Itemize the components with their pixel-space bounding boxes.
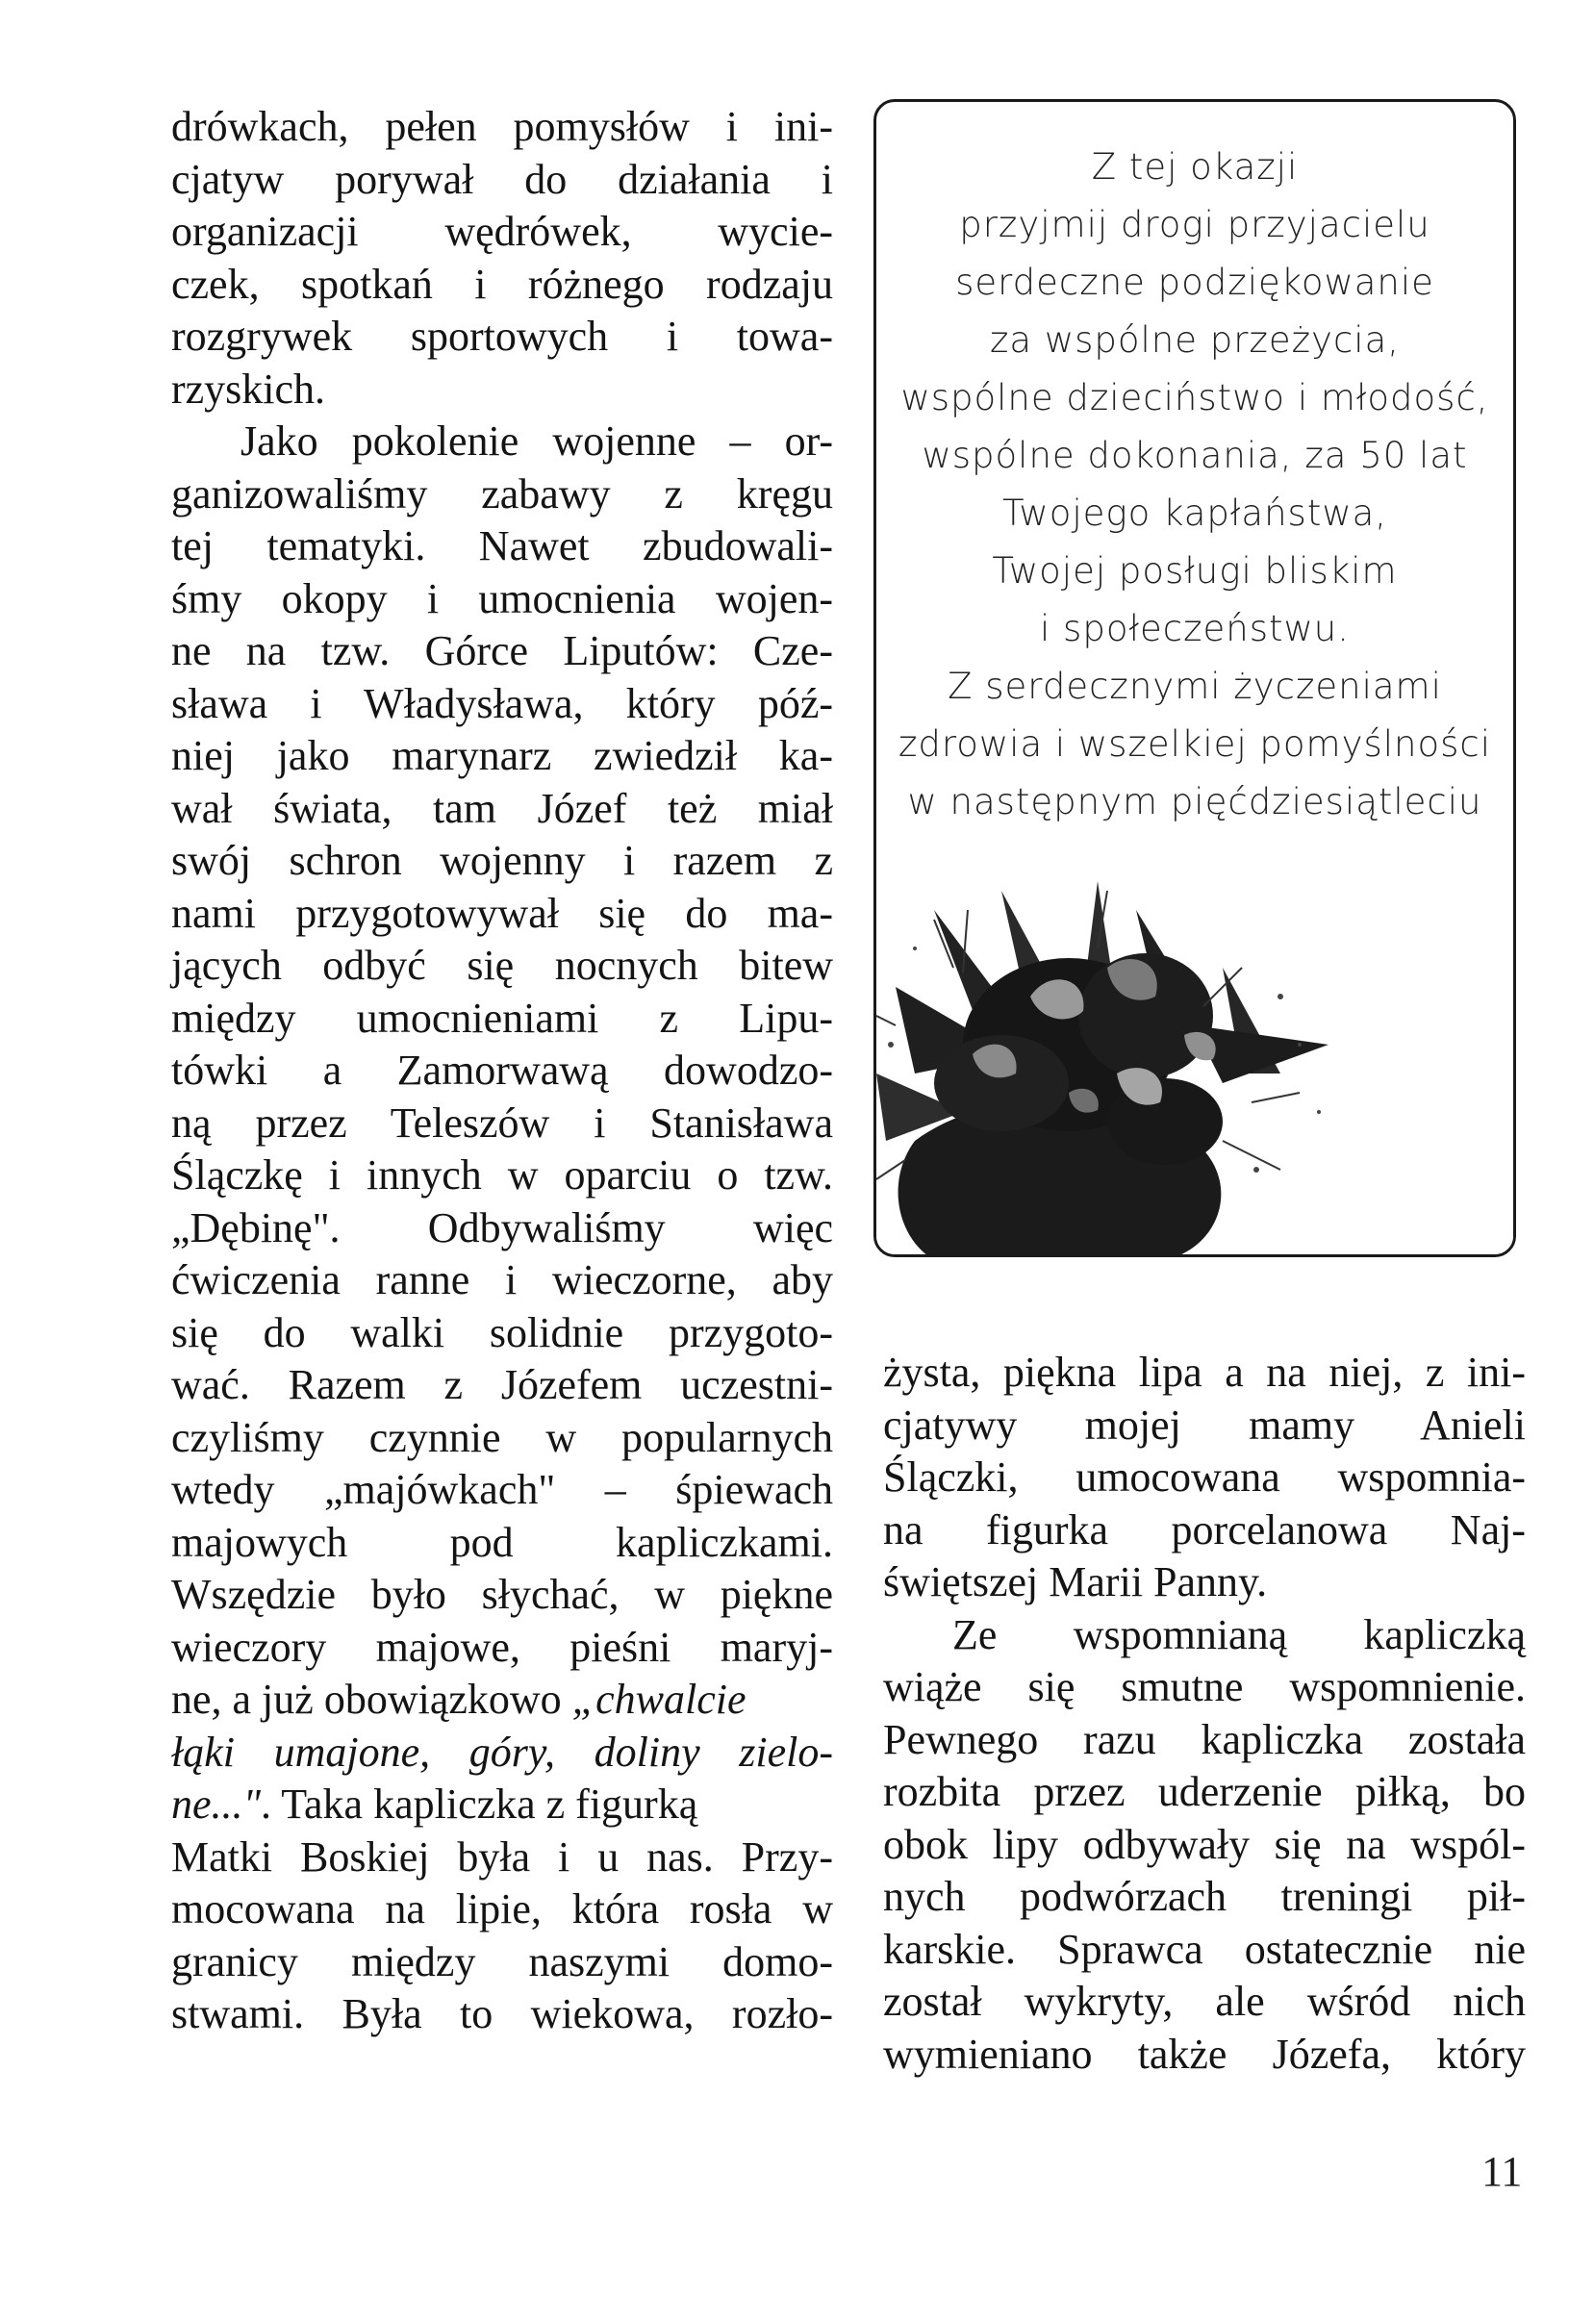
- text-line: świętszej Marii Panny.: [883, 1558, 1268, 1605]
- text-line: żysta, piękna lipa a na niej, z ini-: [883, 1349, 1526, 1396]
- text-line: Matki Boskiej była i u nas. Przy-: [171, 1832, 833, 1881]
- text-line: ćwiczenia ranne i wieczorne, aby: [171, 1256, 833, 1303]
- dedication-card: [873, 99, 1516, 1257]
- text-line: wtedy „majówkach" – śpiewach: [171, 1466, 833, 1513]
- text-line: rozgrywek sportowych i towa-: [171, 313, 833, 360]
- text-line: rzyskich.: [171, 365, 326, 413]
- right-text-column: [883, 1347, 1526, 2081]
- text-line: wał świata, tam Józef też miał: [171, 784, 833, 832]
- text-line: tej tematyki. Nawet zbudowali-: [171, 522, 833, 569]
- text-line: się do walki solidnie przygoto-: [171, 1308, 833, 1356]
- text-line: nych podwórzach treningi pił-: [883, 1873, 1526, 1920]
- text-line: między umocnieniami z Lipu-: [171, 994, 833, 1042]
- text-line: czyliśmy czynnie w popularnych: [171, 1413, 833, 1461]
- text-line: śmy okopy i umocnienia wojen-: [171, 574, 833, 622]
- song-quote-line: łąki umajone, góry, doliny zielo-: [171, 1728, 833, 1776]
- left-text-column: [171, 101, 833, 2041]
- text-line: majowych pod kapliczkami.: [171, 1518, 833, 1566]
- text-line: drówkach, pełen pomysłów i ini-: [171, 103, 833, 150]
- dedication-line: serdeczne podziękowanie: [955, 262, 1434, 303]
- dedication-line: przyjmij drogi przyjacielu: [959, 204, 1430, 245]
- text-line: ne na tzw. Górce Liputów: Cze-: [171, 627, 833, 674]
- text-line: granicy między naszymi domo-: [171, 1937, 833, 1985]
- dedication-line: zdrowia i wszelkiej pomyślności: [898, 723, 1492, 765]
- dedication-line: wspólne dokonania, za 50 lat: [922, 435, 1468, 476]
- dedication-line: za wspólne przeżycia,: [989, 319, 1401, 361]
- text-line: [171, 1779, 833, 1831]
- dedication-line: w następnym pięćdziesiątleciu: [907, 781, 1482, 822]
- text-line: na figurka porcelanowa Naj-: [883, 1505, 1526, 1554]
- text-line: nami przygotowywał się do ma-: [171, 889, 833, 937]
- dedication-line: Z serdecznymi życzeniami: [948, 666, 1442, 707]
- dedication-text: [876, 139, 1513, 831]
- song-quote: „chwalcie: [571, 1676, 746, 1723]
- page-number: 11: [1481, 2148, 1523, 2195]
- text-line: wieczory majowe, pieśni maryj-: [171, 1623, 833, 1671]
- text-segment: . Taka kapliczka z figurką: [261, 1781, 698, 1828]
- dedication-line: Z tej okazji: [1091, 146, 1299, 188]
- text-line: „Dębinę". Odbywaliśmy więc: [171, 1203, 833, 1251]
- text-line: [171, 1674, 833, 1727]
- text-line: karskie. Sprawca ostatecznie nie: [883, 1925, 1526, 1973]
- dedication-line: i społeczeństwu.: [1040, 608, 1350, 649]
- flower-bouquet-image: [876, 852, 1516, 1257]
- text-line: czek, spotkań i różnego rodzaju: [171, 260, 833, 308]
- text-line: swój schron wojenny i razem z: [171, 837, 833, 884]
- song-quote: ne...": [171, 1781, 262, 1828]
- text-line: ganizowaliśmy zabawy z kręgu: [171, 469, 833, 518]
- text-line: mocowana na lipie, która rosła w: [171, 1885, 833, 1932]
- text-line: sława i Władysława, który póź-: [171, 679, 833, 727]
- text-line: Wszędzie było słychać, w piękne: [171, 1571, 833, 1618]
- text-line: wymieniano także Józefa, który: [883, 2030, 1526, 2078]
- text-line: ną przez Teleszów i Stanisława: [171, 1099, 833, 1147]
- dedication-line: wspólne dzieciństwo i młodość,: [900, 377, 1489, 418]
- text-line: tówki a Zamorwawą dowodzo-: [171, 1047, 833, 1094]
- text-line: cjatyw porywał do działania i: [171, 155, 833, 203]
- text-line: został wykryty, ale wśród nich: [883, 1978, 1526, 2025]
- text-line: wać. Razem z Józefem uczestni-: [171, 1361, 833, 1408]
- text-line: Ślączki, umocowana wspomnia-: [883, 1453, 1526, 1501]
- text-line: rozbita przez uderzenie piłką, bo: [883, 1768, 1526, 1815]
- dedication-line: Twojego kapłaństwa,: [1001, 493, 1388, 534]
- text-segment: ne, a już obowiązkowo: [171, 1676, 562, 1723]
- text-line: obok lipy odbywały się na wspól-: [883, 1820, 1526, 1868]
- text-line: cjatywy mojej mamy Anieli: [883, 1401, 1526, 1449]
- text-line: Ślączkę i innych w oparciu o tzw.: [171, 1151, 833, 1199]
- text-line: jących odbyć się nocnych bitew: [171, 942, 833, 989]
- text-line: Ze wspomnianą kapliczką: [952, 1610, 1526, 1658]
- text-line: Jako pokolenie wojenne – or-: [240, 417, 833, 465]
- text-line: organizacji wędrówek, wycie-: [171, 208, 833, 255]
- dedication-line: Twojej posługi bliskim: [992, 550, 1398, 592]
- text-line: stwami. Była to wiekowa, rozło-: [171, 1990, 833, 2037]
- text-line: Pewnego razu kapliczka została: [883, 1715, 1526, 1763]
- text-line: niej jako marynarz zwiedził ka-: [171, 732, 833, 779]
- text-line: wiąże się smutne wspomnienie.: [883, 1663, 1526, 1710]
